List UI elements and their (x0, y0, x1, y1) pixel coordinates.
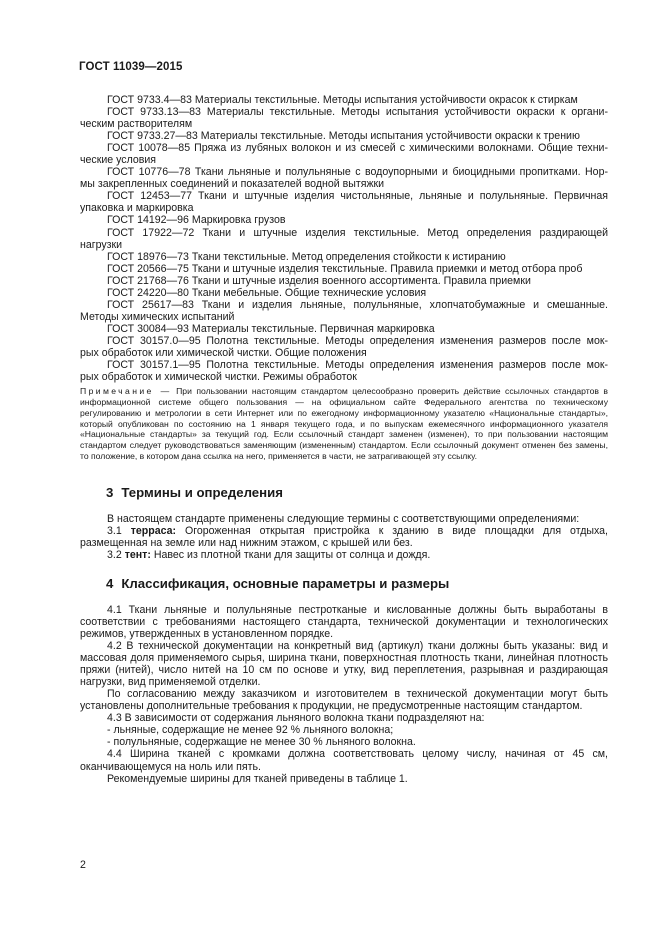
paragraph-4-2: 4.2 В технической документации на конкретный вид (артикул) ткани должны быть указаны: вид и массовая доля применяемого сырья, ширина ткани, поверхностная плотность ткани, линейная плотность пряжи (нитей), число нитей на 10 см по основе и утку, вид переплетения, разрывная и раздирающая нагрузки, вид применяемой отделки. (80, 640, 608, 689)
reference-ref-9733-13-cont: ческим растворителям (80, 118, 193, 131)
paragraph-4-3: 4.3 В зависимости от содержания льняного волокна ткани подразделяют на: (107, 712, 485, 725)
reference-ref-30157-1: ГОСТ 30157.1—95 Полотна текстильные. Методы определения изменения размеров после мок- (107, 359, 608, 372)
reference-ref-10776-cont: мы закрепленных соединений и показателей водной вытяжки (80, 178, 385, 191)
reference-ref-14192: ГОСТ 14192—96 Маркировка грузов (107, 214, 286, 227)
section-4-heading: 4 Классификация, основные параметры и размеры (106, 575, 450, 591)
reference-ref-10078-cont: ческие условия (80, 154, 157, 167)
reference-ref-24220: ГОСТ 24220—80 Ткани мебельные. Общие технические условия (107, 286, 427, 299)
note-paragraph (80, 386, 608, 462)
reference-ref-18976: ГОСТ 18976—73 Ткани текстильные. Метод определения стойкости к истиранию (107, 250, 506, 263)
section-3-intro: В настоящем стандарте применены следующие термины с соответствующими определениями: (107, 512, 580, 525)
reference-ref-9733-4: ГОСТ 9733.4—83 Материалы текстильные. Методы испытания устойчивости окрасок к стиркам (107, 94, 578, 106)
reference-ref-30157-0-cont: рых обработок или химической чистки. Общие положения (80, 346, 367, 359)
document-header: ГОСТ 11039—2015 (79, 61, 183, 73)
term-3-1: 3.1 терраса: Огороженная открытая пристройка к зданию в виде площадки для отдыха, размещенная на земле или над нижним этажом, с крышей или без. (80, 524, 608, 549)
paragraph-4-4-b: Рекомендуемые ширины для тканей приведены в таблице 1. (107, 772, 408, 785)
normative-references-list (80, 94, 608, 383)
reference-ref-21768: ГОСТ 21768—76 Ткани и штучные изделия военного ассортимента. Правила приемки (107, 274, 531, 287)
reference-ref-12453: ГОСТ 12453—77 Ткани и штучные изделия чистольняные, льняные и полульняные. Первичная (107, 190, 608, 203)
reference-ref-9733-27: ГОСТ 9733.27—83 Материалы текстильные. Методы испытания устойчивости окраски к трению (107, 130, 580, 143)
paragraph-4-2-b: По согласованию между заказчиком и изготовителем в технической документации могут быть установлены дополнительные требования к продукции, не предусмотренные настоящим стандартом. (80, 688, 608, 713)
reference-ref-20566: ГОСТ 20566—75 Ткани и штучные изделия текстильные. Правила приемки и метод отбора проб (107, 262, 583, 275)
reference-ref-12453-cont: упаковка и маркировка (80, 202, 194, 215)
note-text: При пользовании настоящим стандартом целесообразно проверить действие ссылочных стандартов в информационной системе общего пользования — на официальном сайте Федерального агентства по техническому регулированию и метрологии в сети Интернет или по ежегодному информационному указателю «Национальные стандарты», который опубликован по состоянию на 1 января текущего года, и по выпускам ежемесячного информационного указателя «Национальные стандарты» за текущий год. Если ссылочный стандарт заменен (изменен), то при пользовании настоящим стандартом следует руководствоваться заменяющим (измененным) стандартом. Если ссылочный документ отменен без замены, то положение, в котором дана ссылка на него, применяется в части, не затрагивающей эту ссылку. (80, 386, 608, 461)
reference-ref-10078: ГОСТ 10078—85 Пряжа из лубяных волокон и из смесей с химическими волокнами. Общие техни- (107, 142, 608, 155)
reference-ref-17922: ГОСТ 17922—72 Ткани и штучные изделия текстильные. Метод определения раздирающей (107, 226, 608, 239)
reference-ref-25617-cont: Методы химических испытаний (80, 310, 235, 323)
page-number: 2 (80, 859, 86, 871)
note-label: Примечание — (80, 386, 172, 397)
reference-ref-17922-cont: нагрузки (80, 238, 123, 251)
reference-ref-10776: ГОСТ 10776—78 Ткани льняные и полульняные с водоупорными и биоцидными пропитками. Нор- (107, 166, 608, 179)
list-item: - полульняные, содержащие не менее 30 % льняного волокна. (107, 736, 416, 749)
list-item: - льняные, содержащие не менее 92 % льняного волокна; (107, 724, 394, 737)
section-3-heading: 3 Термины и определения (106, 484, 283, 500)
reference-ref-30157-1-cont: рых обработок и химической чистки. Режимы обработок (80, 371, 357, 384)
reference-ref-30157-0: ГОСТ 30157.0—95 Полотна текстильные. Методы определения изменения размеров после мок- (107, 334, 608, 347)
reference-ref-30084: ГОСТ 30084—93 Материалы текстильные. Первичная маркировка (107, 322, 435, 335)
paragraph-4-4: 4.4 Ширина тканей с кромками должна соответствовать целому числу, начиная от 45 см, оканчивающемуся на ноль или пять. (80, 748, 608, 773)
paragraph-4-1: 4.1 Ткани льняные и полульняные пестротканые и кислованные должны быть выработаны в соответствии с требованиями настоящего стандарта, технической документации и технологических режимов, утвержденных в установленном порядке. (80, 603, 608, 640)
term-3-2: 3.2 тент: Навес из плотной ткани для защиты от солнца и дождя. (107, 548, 431, 561)
reference-ref-25617: ГОСТ 25617—83 Ткани и изделия льняные, полульняные, хлопчатобумажные и смешанные. (107, 298, 608, 311)
document-body (80, 94, 608, 785)
reference-ref-9733-13: ГОСТ 9733.13—83 Материалы текстильные. Методы испытания устойчивости окраски к органи- (107, 106, 608, 119)
